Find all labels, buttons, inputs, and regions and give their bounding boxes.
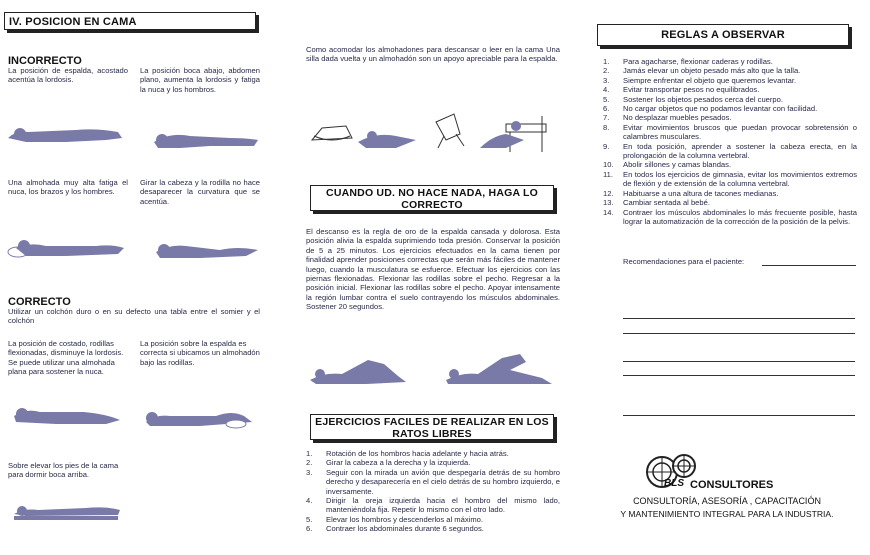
correct-text-2: La posición sobre la espalda es correcta si ubicamos un almohadón bajo las rodillas. [140,339,260,367]
recommendations-label: Recomendaciones para el paciente: [623,257,745,266]
list-item: 14. Contraer los músculos abdominales lo más frecuente posible, hasta lograr la automatización de la corrección de la posición de la pelvis. [603,207,857,226]
incorrect-text-3: Una almohada muy alta fatiga el nuca, los brazos y los hombres. [8,178,128,197]
rest-text: El descanso es la regla de oro de la espalda cansada y dolorosa. Esta posición alivia la espalda suprimiendo toda presión. Conservar la posición de 5 a 25 minutos. Los ejercicios efectuados en la cama tienen por finalidad aprender posiciones correctas que serán más fáciles de mantener luego, cuando la musculatura se esfuerce. Efectuar los ejercicios con las piernas flexionadas. Flexionar las rodillas sobre el pecho. Regresar a la posición inicial. Flexionar las rodillas sobre el pecho. Apoyar intensamente la región lumbar contra el suelo contrayendo los músculos abdominales. Sostener 20 segundos. [306,227,560,312]
brand-name: CONSULTORES [690,479,774,491]
section-title-reglas: REGLAS A OBSERVAR [597,24,849,46]
section-title-hacer-lo-correcto: CUANDO UD. NO HACE NADA, HAGA LO CORRECTO [310,185,554,211]
list-item: 3. Seguir con la mirada un avión que despegaría detrás de su hombro derecho y desaparecería en el cielo detrás de su hombro izquierdo, e inversamente. [306,467,560,496]
list-item: 5. Sostener los objetos pesados cerca del cuerpo. [603,94,783,104]
figure-knee-exercises [306,344,556,388]
tagline-2: Y MANTENIMIENTO INTEGRAL PARA LA INDUSTRIA. [620,509,834,519]
exercise-list [306,449,560,534]
figure-pillow-knees [140,404,260,430]
list-item: 10. Abolir sillones y camas blandas. [603,160,732,170]
list-item: 6. No cargar objetos que no podamos levantar con facilidad. [603,104,818,114]
list-item: 13. Cambiar sentada al bebé. [603,198,710,208]
recommendation-line[interactable] [623,375,855,376]
recommendation-line[interactable] [623,318,855,319]
list-item: 6. Contraer los abdominales durante 6 segundos. [306,524,484,534]
incorrect-text-1: La posición de espalda, acostado acentúa la lordosis. [8,66,128,85]
rules-list [603,57,857,226]
logo-text: BLS [664,478,684,489]
correct-text-3: Sobre elevar los pies de la cama para dormir boca arriba. [8,461,119,480]
list-item: 12. Habituarse a una altura de tacones medianas. [603,188,779,198]
company-logo [640,452,704,498]
list-item: 1. Rotación de los hombros hacia adelante y hacia atrás. [306,449,509,458]
list-item: 4. Evitar transportar pesos no equilibrados. [603,85,760,95]
list-item: 9. En toda posición, aprender a sostener la cabeza erecta, en la prolongación de la columna vertebral. [603,141,857,161]
list-item: 1. Para agacharse, flexionar caderas y rodillas. [603,57,773,66]
recommendation-line[interactable] [762,265,856,266]
figure-turned-head [150,236,260,262]
figure-side-position [6,402,126,428]
list-item: 3. Siempre enfrentar el objeto que queremos levantar. [603,75,797,85]
pillows-intro-text: Como acomodar los almohadones para descansar o leer en la cama Una silla dada vuelta y un almohadón son un apoyo apreciable para la espalda. [306,45,560,64]
recommendation-line[interactable] [623,361,855,362]
correct-text-1: La posición de costado, rodillas flexionadas, disminuye la lordosis. Se puede utilizar una almohada plana para sostener la nuca. [8,339,124,377]
correct-heading: CORRECTO [8,296,71,308]
figure-high-pillow [6,234,126,260]
figure-pillows-set [306,106,556,156]
section-title-posicion-en-cama: IV. POSICION EN CAMA [4,12,256,30]
incorrect-heading: INCORRECTO [8,55,82,67]
figure-lying-stomach [150,126,260,152]
list-item: 2. Girar la cabeza a la derecha y la izquierda. [306,458,471,468]
correct-intro: Utilizar un colchón duro o en su defecto una tabla entre el somier y el colchón [8,307,260,326]
figure-lying-back [6,120,126,146]
list-item: 2. Jamás elevar un objeto pesado más alto que la talla. [603,66,801,76]
list-item: 4. Dirigir la oreja izquierda hacia el hombro del mismo lado, manteniéndola fija. Repetir lo mismo con el otro lado. [306,496,560,515]
list-item: 5. Elevar los hombros y descenderlos al máximo. [306,514,484,524]
tagline-1: CONSULTORÍA, ASESORÍA , CAPACITACIÓN [633,496,821,506]
list-item: 7. No desplazar muebles pesados. [603,113,732,123]
list-item: 11. En todos los ejercicios de gimnasia, evitar los movimientos extremos de flexión y de extensión de la columna vertebral. [603,169,857,189]
recommendation-line[interactable] [623,415,855,416]
list-item: 8. Evitar movimientos bruscos que puedan provocar sobretensión o calambres musculares. [603,122,857,142]
recommendation-line[interactable] [623,333,855,334]
incorrect-text-4: Girar la cabeza y la rodilla no hace desaparecer la curvatura que se acentúa. [140,178,260,206]
section-title-ejercicios: EJERCICIOS FACILES DE REALIZAR EN LOS RATOS LIBRES [310,414,554,440]
incorrect-text-2: La posición boca abajo, abdomen plano, aumenta la lordosis y fatiga la nuca y los hombros. [140,66,260,94]
figure-elevated-feet [6,500,126,524]
